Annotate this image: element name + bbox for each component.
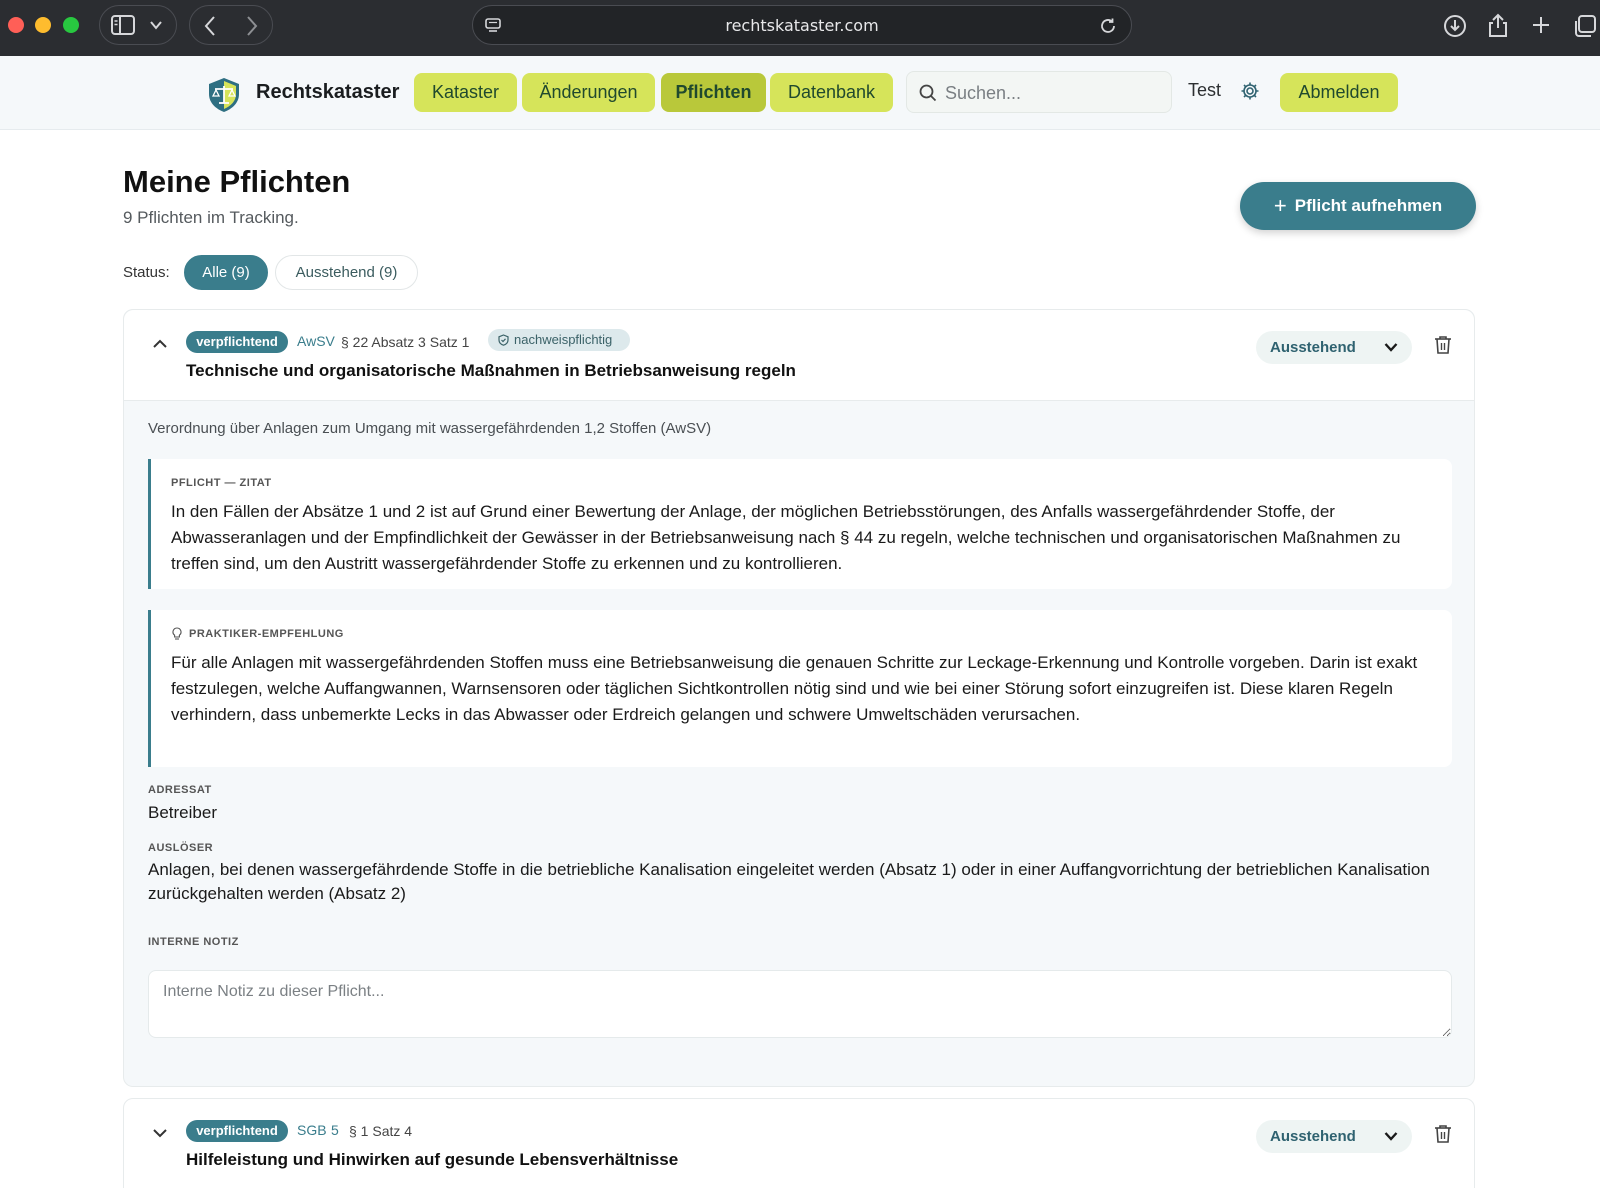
back-icon[interactable] bbox=[204, 16, 216, 36]
add-duty-label: Pflicht aufnehmen bbox=[1294, 196, 1443, 215]
mandatory-badge: verpflichtend bbox=[186, 1120, 288, 1142]
forward-icon[interactable] bbox=[246, 16, 258, 36]
close-window-button[interactable] bbox=[8, 17, 24, 33]
addressee-label: ADRESSAT bbox=[148, 784, 212, 796]
mandatory-badge: verpflichtend bbox=[186, 331, 288, 353]
internal-note-field[interactable] bbox=[148, 970, 1452, 1038]
nav-pflichten[interactable]: Pflichten bbox=[661, 73, 766, 112]
new-tab-icon[interactable] bbox=[1531, 15, 1551, 35]
chevron-down-icon bbox=[1384, 1131, 1398, 1141]
sidebar-icon[interactable] bbox=[111, 15, 135, 35]
nav-aenderungen[interactable]: Änderungen bbox=[522, 73, 655, 112]
nav-datenbank[interactable]: Datenbank bbox=[770, 73, 893, 112]
logout-button[interactable]: Abmelden bbox=[1280, 73, 1398, 112]
plus-icon: + bbox=[1273, 193, 1287, 218]
proof-required-badge bbox=[488, 329, 630, 351]
addressee-value: Betreiber bbox=[148, 803, 217, 822]
search-input[interactable] bbox=[945, 81, 1155, 105]
law-abbreviation[interactable]: SGB bbox=[297, 1122, 327, 1138]
paragraph-reference: § 22 Absatz 3 Satz 1 bbox=[341, 334, 470, 350]
recommendation-text: Für alle Anlagen mit wassergefährdenden Stoffen muss eine Betriebsanweisung die genauen Schritte zur Leckage-Erkennung und Kontrolle vorgeben. Darin ist exakt festzulegen, welche Auffangwannen, Warnsensoren oder täglichen Sichtkontrollen nötig sind und wie bei einer Störung sofort einzugreifen ist. Diese klaren Regeln verhindern, dass unbemerkte Lecks in das Abwasser oder Erdreich gelangen und schwere Umweltschäden verursachen. bbox=[171, 653, 1418, 724]
gear-icon[interactable] bbox=[1240, 81, 1260, 101]
address-bar[interactable] bbox=[472, 5, 1132, 45]
filter-all[interactable]: Alle (9) bbox=[184, 255, 268, 290]
duty-quote-box bbox=[148, 459, 1452, 589]
search-icon bbox=[919, 84, 937, 102]
status-select[interactable] bbox=[1256, 1120, 1412, 1153]
user-name: Test bbox=[1188, 80, 1222, 100]
page-title: Meine Pflichten bbox=[123, 164, 351, 199]
nav-kataster[interactable]: Kataster bbox=[414, 73, 517, 112]
trigger-label: AUSLÖSER bbox=[148, 842, 214, 854]
recommendation-box bbox=[148, 610, 1452, 767]
minimize-window-button[interactable] bbox=[35, 17, 51, 33]
duty-quote-label: PFLICHT — ZITAT bbox=[171, 477, 272, 489]
add-duty-button[interactable] bbox=[1240, 182, 1476, 230]
status-select-value: Ausstehend bbox=[1270, 339, 1356, 356]
trash-icon[interactable] bbox=[1434, 335, 1452, 355]
share-icon[interactable] bbox=[1487, 12, 1509, 38]
duty-title[interactable]: Hilfeleistung und Hinwirken auf gesunde Lebensverhältnisse bbox=[186, 1150, 679, 1169]
filter-pending[interactable]: Ausstehend (9) bbox=[275, 255, 418, 290]
url-text: rechtskataster.com bbox=[725, 16, 879, 35]
duty-card[interactable] bbox=[123, 1098, 1475, 1188]
sidebar-toggle-group bbox=[99, 5, 177, 45]
trash-icon[interactable] bbox=[1434, 1124, 1452, 1144]
duty-title[interactable]: Technische und organisatorische Maßnahmen in Betriebsanweisung regeln bbox=[186, 361, 796, 380]
chevron-down-icon[interactable] bbox=[150, 21, 162, 30]
law-abbreviation[interactable]: AwSV bbox=[297, 333, 335, 349]
brand-name[interactable]: Rechtskataster bbox=[256, 81, 400, 103]
tab-overview-icon[interactable] bbox=[1573, 14, 1597, 38]
recommendation-label: PRAKTIKER-EMPFEHLUNG bbox=[189, 628, 344, 640]
status-select-value: Ausstehend bbox=[1270, 1128, 1356, 1145]
shield-logo-icon[interactable] bbox=[205, 76, 243, 114]
proof-required-label: nachweispflichtig bbox=[514, 332, 613, 347]
status-filter-label: Status: bbox=[123, 264, 170, 281]
lightbulb-icon bbox=[171, 627, 183, 640]
reload-icon[interactable] bbox=[1099, 17, 1117, 35]
law-part-number: 5 bbox=[331, 1122, 339, 1138]
page-subtitle: 9 Pflichten im Tracking. bbox=[123, 208, 299, 227]
search-box bbox=[906, 71, 1172, 113]
duty-card bbox=[123, 309, 1475, 1087]
duty-quote-text: In den Fällen der Absätze 1 und 2 ist auf Grund einer Bewertung der Anlage, der möglichen Betriebsstörungen, des Anfalls wassergefährdender Stoffe, der Abwasseranlagen und der Empfindlichkeit der Gewässer in der Betriebsanweisung nach § 44 zu regeln, welche technischen und organisatorischen Maßnahmen zu treffen sind, um den Austritt wassergefährdender Stoffe zu erkennen und zu kontrollieren. bbox=[171, 502, 1401, 573]
shield-check-icon bbox=[498, 334, 509, 346]
app-header bbox=[0, 56, 1600, 130]
internal-note-label: INTERNE NOTIZ bbox=[148, 936, 239, 948]
browser-toolbar bbox=[0, 0, 1600, 56]
chevron-up-icon[interactable] bbox=[152, 336, 168, 352]
trigger-value: Anlagen, bei denen wassergefährdende Stoffe in die betriebliche Kanalisation eingeleitet werden (Absatz 1) oder in einer Auffangvorrichtung der betrieblichen Kanalisation zurückgehalten werden (Absatz 2) bbox=[148, 860, 1430, 903]
duty-card-header[interactable] bbox=[124, 310, 1474, 401]
downloads-icon[interactable] bbox=[1443, 14, 1467, 38]
chevron-down-icon[interactable] bbox=[152, 1125, 168, 1141]
zoom-window-button[interactable] bbox=[63, 17, 79, 33]
regulation-name: Verordnung über Anlagen zum Umgang mit wassergefährdenden 1,2 Stoffen (AwSV) bbox=[148, 420, 712, 437]
paragraph-reference: § 1 Satz 4 bbox=[349, 1123, 413, 1139]
status-select[interactable] bbox=[1256, 331, 1412, 364]
chevron-down-icon bbox=[1384, 342, 1398, 352]
history-nav-group bbox=[189, 5, 273, 45]
